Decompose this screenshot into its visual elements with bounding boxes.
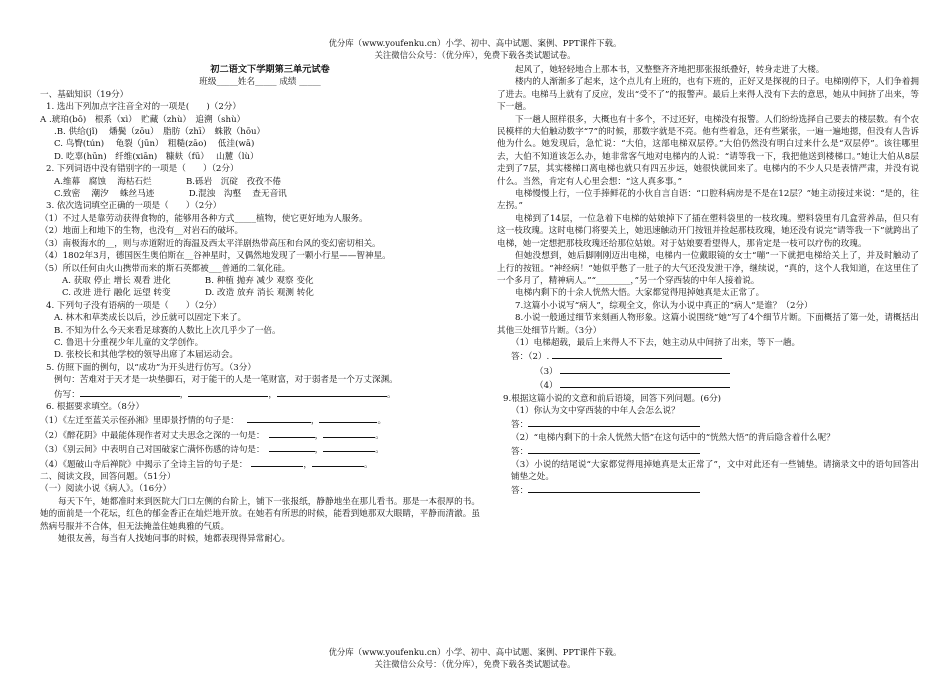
q8-2-answer-blank[interactable]	[552, 349, 722, 359]
q6-4-blank-b[interactable]	[312, 457, 364, 467]
passage-paragraph-5: 下一趟人照样很多，大概也有十多个，不过还好，电梯没有报警。人们纷纷选择自己要去的楼层数。有个农民模样的大伯触动数字“7”的时候，那数字就是不亮。他有些着急，还有些紧张，一遍一遍地摁，但没有人告诉他为什么。她发现后，急忙说：“大伯，这部电梯双层停。”大伯仍然没有明白过来什么是“双层停”。该往哪里去，大伯不知道该怎么办，她非常客气地对电梯内的人说：“请等我一下，我把他送到楼梯口。”她让大伯从8层走到了7层，其实楼梯口离电梯也就只有四五步远，她很快就回来了。电梯内的不少人只是表情严肃，并没有说什么。当然，肯定有人心里会想：“这人真多事。”	[497, 114, 919, 187]
q5-answer-label: 仿写：	[54, 389, 80, 400]
passage-paragraph-8: 但她没想到，她后脚刚刚迈出电梯，电梯内一位戴眼镜的女士“嘣”一下就把电梯给关上了，并及时触动了上行的按钮。“神经病！”她似乎憋了一肚子的大气还没发泄干净，继续说，“真的，这个人我知道，在这里住了一个多月了，精神病人。”“________，”另一个穿西装的中年人接着说。	[497, 251, 919, 286]
q6-4-blank-a[interactable]	[251, 457, 303, 467]
q5-answer-line: 仿写： ， ， 。	[40, 387, 480, 401]
right-column	[497, 64, 919, 498]
question-1: 1. 选出下列加点字注音全对的一项是( )（2分）	[46, 102, 241, 113]
q9-item-2: （2）“电梯内剩下的十余人恍然大悟”在这句话中的“恍然大悟”的背后隐含着什么呢？	[511, 432, 835, 443]
question-8: 8.小说一般通过细节来刻画人物形象。这篇小说围绕“她”写了4个细节片断。下面概括了第一处，请概括出其他三处细节片断。（3分）	[497, 313, 919, 336]
q8-4-answer-blank[interactable]	[560, 378, 730, 388]
q4-option-c: C. 鲁迅十分重视少年儿童的文学创作。	[54, 337, 204, 348]
q1-option-d: D. 吃辜(hūn) 纤维(xiān) 糠麸（fū） 山麓（lù）	[54, 151, 259, 162]
q6-2-blank-b[interactable]	[323, 428, 375, 438]
passage-paragraph-6: 电梯慢慢上行，一位手捧鲜花的小伙自言自语：“口腔科病房是不是在12层？”她主动接过来说：“是的，往左拐。”	[497, 189, 919, 212]
q5-blank-3[interactable]	[277, 387, 387, 397]
page-footer	[0, 647, 950, 670]
q9-2-answer-blank[interactable]	[528, 444, 700, 454]
question-3: 3. 依次选词填空正确的一项是（ ）（2分）	[46, 201, 222, 212]
passage-paragraph-3: 起风了，她轻轻地合上那本书，又整整齐齐地把那张报纸叠好，转身走进了大楼。	[515, 65, 825, 75]
q8-3-answer-blank[interactable]	[560, 364, 730, 374]
q6-item-2-text: （2）《醉花阴》中最能体现作者对丈夫思念之深的一句是：	[40, 430, 265, 441]
q9-3-answer	[497, 483, 919, 497]
q1-option-c: C. 鸟臀(tún) 龟裂（jūn） 粗糙(zāo) 低洼(wā)	[54, 139, 255, 150]
q3-item-2: （2）地面上和地下的生物，也没有__对岩石的破坏。	[40, 226, 244, 237]
q8-item-2	[497, 349, 919, 363]
student-info: 班级_____姓名_____ 成绩 _____	[199, 77, 321, 88]
q1-option-a: A .琥珀(bō) 根系（xì） 贮藏（zhù） 追溯（shù）	[40, 114, 246, 125]
q9-2-answer-label: 答：	[511, 447, 529, 458]
q3-item-1: （1）不过人是靠劳动获得食物的，能够用各种方式_____植物，使它更好地为人服务。	[40, 213, 368, 224]
q5-blank-2[interactable]	[188, 387, 268, 397]
section-1-heading: 一、基础知识（19分）	[40, 89, 129, 100]
q6-3-blank-a[interactable]	[269, 442, 315, 452]
q3-item-4: （4）1802年3月，德国医生奥伯斯在__谷神星时，又偶然地发现了一颗小行星——智神星。	[40, 251, 391, 262]
q6-item-1: （1）《左迁至蓝关示侄孙湘》里即景抒情的句子是： ， 。	[40, 413, 480, 427]
q8-item-3-label: （3）	[535, 366, 558, 377]
q9-1-answer-label: 答：	[511, 420, 529, 431]
q6-1-blank-b[interactable]	[319, 413, 377, 423]
q9-3-answer-blank[interactable]	[528, 483, 700, 493]
q1-option-b: .B. 供给(jǐ) 燔鬓（zōu） 脂肪（zhī） 蛛散（hōu）	[54, 127, 266, 138]
q6-item-4: （4）《题破山寺后禅院》中揭示了全诗主旨的句子是： ， 。	[40, 457, 480, 471]
exam-title: 初二语文下学期第三单元试卷	[210, 64, 330, 75]
q6-item-3: （3）《别云间》中表明自己对国破家亡满怀伤感的诗句是： ， 。	[40, 442, 480, 456]
left-column	[40, 64, 480, 545]
passage-paragraph-4: 楼内的人渐渐多了起来，这个点儿有上班的，也有下班的，正好又是探视的日子。电梯刚停下，人们争着拥了进去。电梯马上就有了反应，发出“受不了”的报警声。最后上来得人没有下去的意思，她从中间挤了出来，等下一趟。	[497, 77, 919, 113]
q9-3-answer-label: 答：	[511, 486, 529, 497]
question-5: 5. 仿照下面的例句，以“成功”为开头进行仿写。（3分）	[46, 362, 256, 373]
q9-2-answer	[497, 444, 919, 458]
section-2-heading: 二、阅读文段，回答问题。（51分）	[40, 472, 176, 482]
q8-item-2-label: （2）.	[528, 352, 550, 363]
header-line-2: 关注微信公众号：（优分库），免费下载各类试题试卷。	[374, 49, 576, 60]
q8-item-4-label: （4）	[535, 381, 558, 392]
q8-item-3	[497, 364, 919, 378]
header-line-1: 优分库（www.youfenku.cn）小学、初中、高中试题、案例、PPT课件下载。	[328, 38, 622, 48]
q6-item-1-text: （1）《左迁至蓝关示侄孙湘》里即景抒情的句子是：	[40, 416, 239, 427]
question-2: 2. 下列词语中没有错别字的一项是（ ）（2分）	[46, 164, 239, 175]
q3-options-cd: C. 改进 进行 融化 远望 转变 D. 改造 放弃 消长 观测 转化	[62, 288, 314, 299]
q6-3-blank-b[interactable]	[323, 442, 375, 452]
q6-item-3-text: （3）《别云间》中表明自己对国破家亡满怀伤感的诗句是：	[40, 445, 265, 456]
passage-paragraph-9: 电梯内剩下的十余人恍然大悟。大家都觉得甩掉她真是太正常了。	[515, 288, 765, 299]
q8-item-4	[497, 378, 919, 392]
q3-item-5: （5）所以任何由火山携带而来的斯石英都被___普通的二氧化硅。	[40, 263, 291, 274]
q2-options-cd: C.致密 潮汐 蛛丝马迹 D.混浊 沟壑 查无音讯	[54, 189, 287, 200]
q3-options-ab: A. 获取 停止 增长 观看 进化 B. 种植 抛弃 减少 观察 变化	[62, 275, 314, 286]
q5-example: 例句：苦难对于天才是一块垫脚石，对于能干的人是一笔财富，对于弱者是一个万丈深渊。	[54, 375, 398, 386]
q6-item-4-text: （4）《题破山寺后禅院》中揭示了全诗主旨的句子是：	[40, 459, 248, 470]
passage-paragraph-2: 她很友善，每当有人找她问事的时候，她都表现得异常耐心。	[58, 534, 291, 545]
footer-line-2: 关注微信公众号：（优分库），免费下载各类试题试卷。	[374, 658, 576, 669]
page-header	[0, 38, 950, 61]
q4-option-a: A. 林木和草类成长以后，沙丘就可以固定下来了。	[54, 313, 247, 324]
q9-item-1: （1）你认为文中穿西装的中年人会怎么说？	[511, 405, 680, 416]
q6-1-blank-a[interactable]	[247, 413, 311, 423]
q4-option-b: B. 不知为什么今天来看足球赛的人数比上次几乎少了一倍。	[54, 325, 281, 336]
q3-item-3: （3）南极海水的__，则与赤道附近的海温及西太平洋剧热带高压和台风的变幻密切相关。	[40, 238, 381, 249]
q8-answer-label: 答：	[511, 352, 529, 363]
passage-paragraph-1: 每天下午，她都准时来到医院大门口左侧的台阶上，铺下一张报纸，静静地坐在那儿看书。那是一本很厚的书。她的面前是一个花坛，红色的郁金香正在灿烂地开放。在她若有所思的时候，能看到她那双大眼睛，平静而清澈。虽然病号服并不合体，但无法掩盖住她典雅的气质。	[40, 496, 480, 532]
q2-options-ab: A.维幕 腐蚀 海枯石烂 B.砾岩 沉碇 孜孜不倦	[54, 176, 281, 187]
question-4: 4. 下列句子没有语病的一项是（ ）（2分）	[46, 300, 222, 311]
q8-item-1: （1）电梯超载，最后上来得人不下去，她主动从中间挤了出来，等下一趟。	[511, 337, 801, 348]
q9-item-3: （3）小说的结尾说“大家都觉得甩掉她真是太正常了”，文中对此还有一些铺垫。请摘录文中的语句回答出铺垫之处。	[511, 459, 919, 482]
question-9: 9.根据这篇小说的文意和前后语境，回答下列问题。(6分)	[503, 393, 722, 404]
q9-1-answer-blank[interactable]	[528, 417, 700, 427]
footer-line-1: 优分库（www.youfenku.cn）小学、初中、高中试题、案例、PPT课件下载。	[328, 647, 622, 657]
question-7: 7.这篇小小说写“病人”，综观全文，你认为小说中真正的“病人”是谁？（2分）	[515, 300, 813, 311]
q4-option-d: D. 张校长和其他学校的领导出席了本届运动会。	[54, 350, 238, 361]
q6-item-2: （2）《醉花阴》中最能体现作者对丈夫思念之深的一句是： ， 。	[40, 428, 480, 442]
reading-1-heading: （一）阅读小说《病人》。（16分）	[40, 484, 172, 495]
q6-2-blank-a[interactable]	[269, 428, 315, 438]
q9-1-answer	[497, 417, 919, 431]
passage-paragraph-7: 电梯到了14层，一位急着下电梯的姑娘掉下了插在塑料袋里的一枝玫瑰。塑料袋里有几盒营养品，但只有这一枝玫瑰。这时电梯门将要关上，她迅速触动开门按钮并捡起那枝玫瑰，她还没有说完“请等我一下”就跨出了电梯，她一定想把那枝玫瑰还给那位姑娘。对于姑娘要看望得人，那肯定是一枝可以疗伤的玫瑰。	[497, 213, 919, 249]
q5-blank-1[interactable]	[80, 387, 180, 397]
question-6: 6. 根据要求填空。（8分）	[46, 401, 145, 412]
